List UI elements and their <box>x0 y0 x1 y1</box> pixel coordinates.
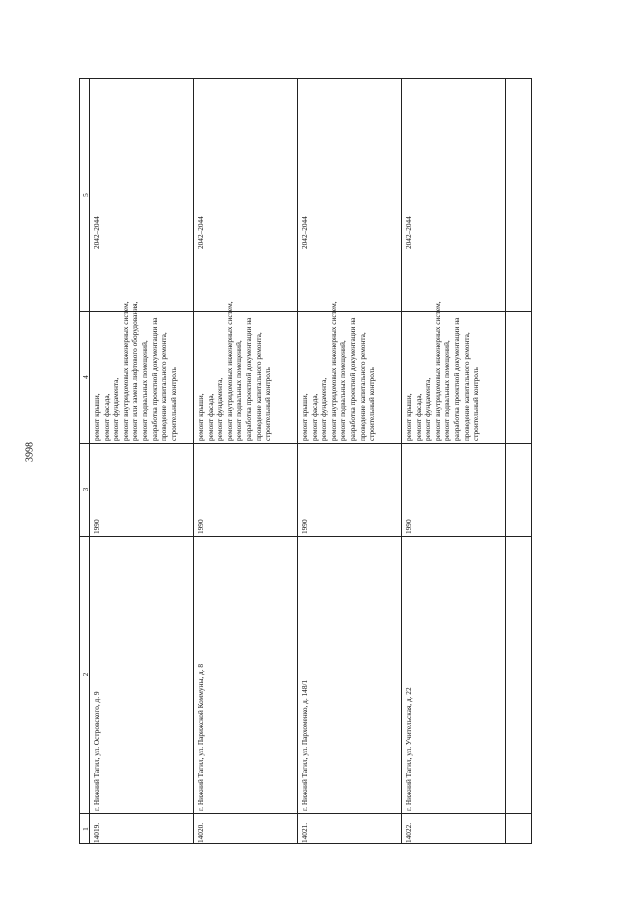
work-item: ремонт подвальных помещений, <box>338 340 348 441</box>
row-4-number: 14022. <box>404 822 413 843</box>
row-3-number: 14021. <box>300 822 309 843</box>
work-item: ремонт внутридомовых инженерных систем, <box>328 301 338 441</box>
row-2-works <box>196 301 273 441</box>
row-4-address: г. Нижний Тагил, ул. Учительская, д. 22 <box>404 687 413 811</box>
work-item: разработка проектной документации на <box>451 317 461 441</box>
header-col-2: 2 <box>81 672 90 677</box>
work-item: ремонт или замена лифтового оборудования, <box>130 301 140 441</box>
row-2-period: 2042–2044 <box>196 216 205 249</box>
work-item: ремонт крыши, <box>404 393 413 441</box>
work-item: ремонт фундамента, <box>111 377 121 441</box>
work-item: ремонт фасада, <box>205 393 215 441</box>
row-4-works <box>404 301 481 441</box>
work-item: ремонт фундамента, <box>215 377 225 441</box>
work-item: строительный контроль <box>471 367 481 441</box>
work-item: ремонт фасада, <box>101 393 111 441</box>
header-col-4: 4 <box>81 375 90 379</box>
work-item: проведение капитального ремонта, <box>159 332 169 441</box>
work-item: проведение капитального ремонта, <box>461 332 471 441</box>
work-item: разработка проектной документации на <box>347 317 357 441</box>
work-item: ремонт фундамента, <box>423 377 433 441</box>
row-1-year: 1990 <box>92 519 101 534</box>
header-col-1: 1 <box>81 827 90 831</box>
row-3-works <box>300 301 377 441</box>
header-col-5: 5 <box>81 193 90 197</box>
row-1-period: 2042–2044 <box>92 216 101 249</box>
header-col-3: 3 <box>81 487 90 492</box>
work-item: ремонт внутридомовых инженерных систем, <box>120 301 130 441</box>
row-1-address: г. Нижний Тагил, ул. Островского, д. 9 <box>92 691 101 811</box>
work-item: ремонт крыши, <box>92 393 101 441</box>
work-item: проведение капитального ремонта, <box>357 332 367 441</box>
work-item: строительный контроль <box>263 367 273 441</box>
work-item: ремонт крыши, <box>196 393 205 441</box>
work-item: проведение капитального ремонта, <box>253 332 263 441</box>
row-2-year: 1990 <box>196 519 205 534</box>
work-item: ремонт фасада, <box>309 393 319 441</box>
repair-schedule-table <box>79 78 532 844</box>
row-1-number: 14019. <box>92 822 101 843</box>
row-3-address: г. Нижний Тагил, ул. Пархоменко, д. 148/1 <box>300 679 309 811</box>
row-1-works <box>92 301 178 441</box>
work-item: ремонт крыши, <box>300 393 309 441</box>
work-item: ремонт подвальных помещений, <box>234 340 244 441</box>
row-4-year: 1990 <box>404 519 413 534</box>
row-4-period: 2042–2044 <box>404 216 413 249</box>
work-item: ремонт подвальных помещений, <box>139 340 149 441</box>
work-item: разработка проектной документации на <box>149 317 159 441</box>
work-item: ремонт подвальных помещений, <box>442 340 452 441</box>
row-2-number: 14020. <box>196 822 205 843</box>
work-item: строительный контроль <box>367 367 377 441</box>
page-number: 3998 <box>24 442 36 462</box>
row-3-year: 1990 <box>300 519 309 534</box>
work-item: ремонт внутридомовых инженерных систем, <box>432 301 442 441</box>
row-3-period: 2042–2044 <box>300 216 309 249</box>
work-item: строительный контроль <box>168 367 178 441</box>
work-item: ремонт внутридомовых инженерных систем, <box>224 301 234 441</box>
work-item: ремонт фундамента, <box>319 377 329 441</box>
work-item: ремонт фасада, <box>413 393 423 441</box>
row-2-address: г. Нижний Тагил, ул. Парижской Коммуны, д. 8 <box>196 663 205 811</box>
work-item: разработка проектной документации на <box>243 317 253 441</box>
